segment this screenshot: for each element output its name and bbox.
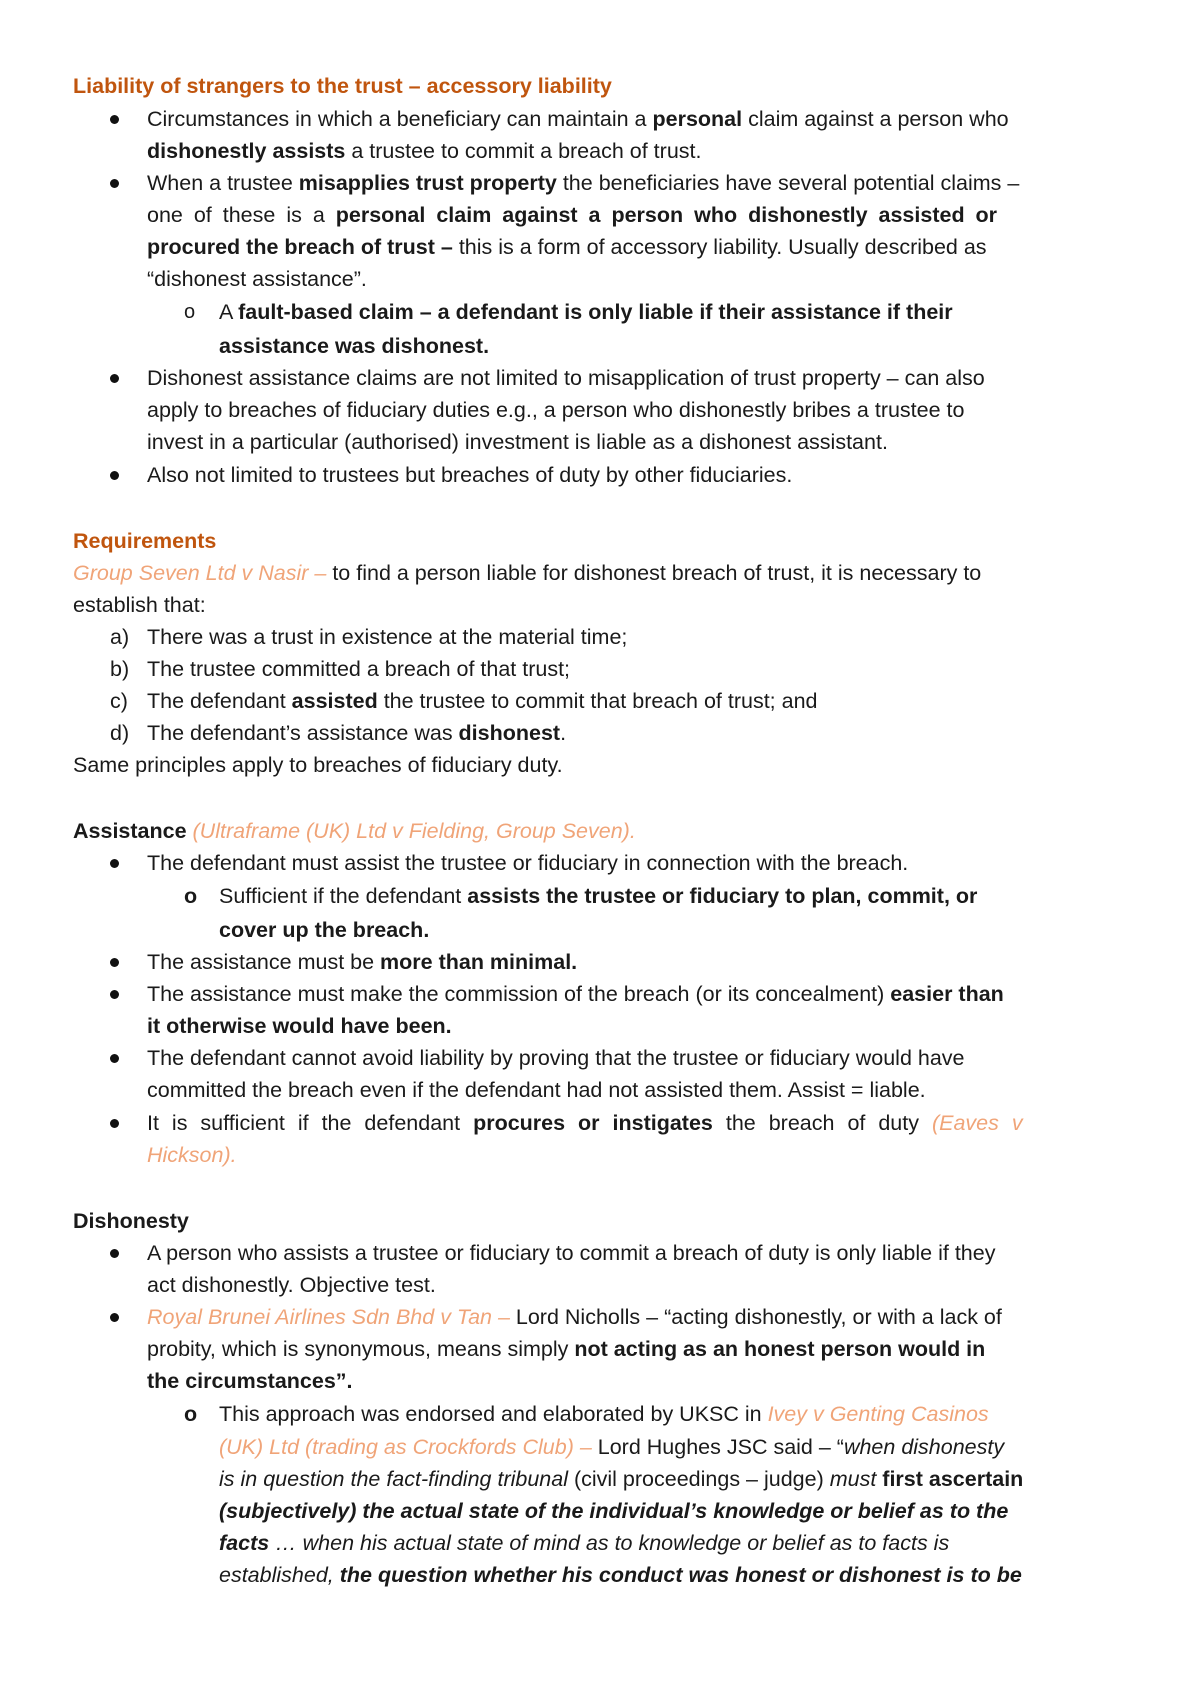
- sub-list-item-continuation: [0, 1559, 1200, 1591]
- list-item-continuation: [0, 1074, 1200, 1106]
- italic-text: must: [829, 1467, 883, 1491]
- list-item-continuation: [0, 1010, 1200, 1042]
- paragraph: [0, 557, 1200, 589]
- bold-text: first ascertain: [882, 1467, 1024, 1491]
- bullet-icon: [110, 859, 119, 868]
- bold-text: cover up the breach.: [219, 918, 430, 942]
- text: Dishonest assistance claims are not limited to misapplication of trust property – can also: [147, 366, 985, 390]
- section-heading-assistance: [0, 815, 1200, 847]
- italic-text: … when his actual state of mind as to knowledge or belief as to facts is: [269, 1531, 950, 1555]
- text: the beneficiaries have several potential claims –: [556, 171, 1020, 195]
- list-item-continuation: [0, 263, 1200, 295]
- text: claim against a person who: [742, 107, 1009, 131]
- sub-list-item-continuation: [0, 1527, 1200, 1559]
- case-citation: Group Seven Ltd v Nasir –: [73, 561, 327, 585]
- list-item: [0, 1301, 1200, 1333]
- list-item: [0, 946, 1200, 978]
- circle-bullet-icon: o: [184, 1402, 198, 1426]
- text: the breach of duty: [712, 1111, 932, 1135]
- text: There was a trust in existence at the material time;: [147, 625, 628, 649]
- case-citation: Ivey v Genting Casinos: [767, 1402, 989, 1426]
- text: The defendant cannot avoid liability by proving that the trustee or fiduciary would have: [147, 1046, 965, 1070]
- text: Circumstances in which a beneficiary can maintain a: [147, 107, 653, 131]
- list-item-continuation: [0, 1333, 1200, 1365]
- sub-list-item: [0, 880, 1200, 912]
- bold-text: more than minimal.: [380, 950, 578, 974]
- text: The trustee committed a breach of that trust;: [147, 657, 571, 681]
- list-item: [0, 1042, 1200, 1074]
- sub-list-item-continuation: [0, 1495, 1200, 1527]
- text: A person who assists a trustee or fiduciary to commit a breach of duty is only liable if they: [147, 1241, 996, 1265]
- list-item: [0, 362, 1200, 394]
- text: to find a person liable for dishonest breach of trust, it is necessary to: [326, 561, 982, 585]
- text: (civil proceedings – judge): [568, 1467, 830, 1491]
- case-citation: (UK) Ltd (trading as Crockfords Club) –: [219, 1435, 592, 1459]
- bold-text: personal claim against a person who dishonestly assisted or: [335, 203, 998, 227]
- bold-text: the circumstances”.: [147, 1369, 353, 1393]
- bold-text: misapplies trust property: [298, 171, 557, 195]
- circle-bullet-icon: o: [184, 884, 198, 908]
- sub-list-item: [0, 1398, 1200, 1430]
- bullet-icon: [110, 471, 119, 480]
- sub-list-item-continuation: [0, 1463, 1200, 1495]
- list-item: [0, 978, 1200, 1010]
- text: This approach was endorsed and elaborated by UKSC in: [219, 1402, 768, 1426]
- bold-text: procured the breach of trust –: [147, 235, 453, 259]
- text: A: [219, 300, 239, 324]
- list-item: [0, 1107, 1200, 1139]
- list-item: [0, 1237, 1200, 1269]
- case-citation: (Ultraframe (UK) Ltd v Fielding, Group Seven).: [186, 819, 636, 843]
- list-item-continuation: [0, 199, 1200, 231]
- bold-italic-text: (subjectively) the actual state of the individual’s knowledge or belief as to the: [219, 1499, 1009, 1523]
- bold-italic-text: facts: [219, 1531, 270, 1555]
- lettered-item: [0, 621, 1200, 653]
- list-item-continuation: [0, 1269, 1200, 1301]
- sub-list-item-continuation: [0, 330, 1200, 362]
- item-label: b): [110, 657, 130, 681]
- text: The defendant must assist the trustee or fiduciary in connection with the breach.: [147, 851, 909, 875]
- list-item-continuation: [0, 1365, 1200, 1397]
- case-citation: (Eaves v: [931, 1111, 1023, 1135]
- text: the trustee to commit that breach of trust; and: [377, 689, 818, 713]
- bullet-icon: [110, 1054, 119, 1063]
- text: The assistance must be: [147, 950, 381, 974]
- bold-text: dishonestly assists: [147, 139, 346, 163]
- paragraph-continuation: [0, 589, 1200, 621]
- italic-text: established,: [219, 1563, 340, 1587]
- text: Lord Hughes JSC said – “: [591, 1435, 844, 1459]
- bold-text: personal: [652, 107, 743, 131]
- text: act dishonestly. Objective test.: [147, 1273, 436, 1297]
- text: “dishonest assistance”.: [147, 267, 367, 291]
- circle-bullet-icon: o: [184, 301, 196, 323]
- heading-text: Assistance: [73, 819, 187, 843]
- text: invest in a particular (authorised) investment is liable as a dishonest assistant.: [147, 430, 888, 454]
- text: .: [560, 721, 567, 745]
- paragraph: [0, 749, 1200, 781]
- list-item-continuation: [0, 1139, 1200, 1171]
- bullet-icon: [110, 115, 119, 124]
- sub-list-item-continuation: [0, 914, 1200, 946]
- text: The assistance must make the commission of the breach (or its concealment): [147, 982, 891, 1006]
- case-citation: Hickson).: [147, 1143, 237, 1167]
- text: It is sufficient if the defendant: [147, 1111, 474, 1135]
- bold-text: fault-based claim – a defendant is only liable if their assistance if their: [238, 300, 953, 324]
- sub-list-item: [0, 296, 1200, 328]
- bullet-icon: [110, 374, 119, 383]
- list-item-continuation: [0, 426, 1200, 458]
- item-label: a): [110, 625, 130, 649]
- list-item: [0, 167, 1200, 199]
- text: this is a form of accessory liability. Usually described as: [452, 235, 987, 259]
- item-label: c): [110, 689, 128, 713]
- text: Lord Nicholls – “acting dishonestly, or with a lack of: [509, 1305, 1002, 1329]
- bold-text: easier than: [890, 982, 1004, 1006]
- bullet-icon: [110, 179, 119, 188]
- bullet-icon: [110, 1249, 119, 1258]
- bold-text: procures or instigates: [473, 1111, 713, 1135]
- text: Also not limited to trustees but breaches of duty by other fiduciaries.: [147, 463, 793, 487]
- italic-text: when dishonesty: [843, 1435, 1005, 1459]
- bullet-icon: [110, 990, 119, 999]
- text: The defendant: [147, 689, 292, 713]
- text: committed the breach even if the defendant had not assisted them. Assist = liable.: [147, 1078, 926, 1102]
- heading-text: Dishonesty: [73, 1209, 189, 1233]
- section-heading-dishonesty: [0, 1205, 1200, 1237]
- text: The defendant’s assistance was: [147, 721, 459, 745]
- bold-text: it otherwise would have been.: [147, 1014, 452, 1038]
- text: apply to breaches of fiduciary duties e.g., a person who dishonestly bribes a trustee to: [147, 398, 965, 422]
- bold-text: not acting as an honest person would in: [574, 1337, 986, 1361]
- italic-text: is in question the fact-finding tribunal: [219, 1467, 568, 1491]
- bold-text: assists the trustee or fiduciary to plan, commit, or: [467, 884, 978, 908]
- text: one of these is a: [147, 203, 336, 227]
- text: a trustee to commit a breach of trust.: [345, 139, 702, 163]
- lettered-item: [0, 685, 1200, 717]
- text: Sufficient if the defendant: [219, 884, 468, 908]
- bold-text: assistance was dishonest.: [219, 334, 490, 358]
- case-citation: Royal Brunei Airlines Sdn Bhd v Tan –: [147, 1305, 510, 1329]
- sub-list-item-continuation: [0, 1431, 1200, 1463]
- list-item: [0, 103, 1200, 135]
- list-item-continuation: [0, 394, 1200, 426]
- bullet-icon: [110, 958, 119, 967]
- list-item: [0, 847, 1200, 879]
- item-label: d): [110, 721, 130, 745]
- heading-text: Requirements: [73, 529, 217, 553]
- section-heading-requirements: [0, 525, 1200, 557]
- list-item-continuation: [0, 231, 1200, 263]
- bold-text: dishonest: [458, 721, 561, 745]
- text: probity, which is synonymous, means simply: [147, 1337, 575, 1361]
- list-item: [0, 459, 1200, 491]
- bullet-icon: [110, 1119, 119, 1128]
- bold-text: assisted: [291, 689, 378, 713]
- bold-italic-text: the question whether his conduct was honest or dishonest is to be: [339, 1563, 1022, 1587]
- lettered-item: [0, 653, 1200, 685]
- list-item-continuation: [0, 135, 1200, 167]
- heading-text: Liability of strangers to the trust – accessory liability: [73, 74, 612, 98]
- bullet-icon: [110, 1313, 119, 1322]
- lettered-item: [0, 717, 1200, 749]
- section-heading-accessory-liability: [0, 70, 1200, 102]
- text: Same principles apply to breaches of fiduciary duty.: [73, 753, 563, 777]
- text: When a trustee: [147, 171, 299, 195]
- text: establish that:: [73, 593, 206, 617]
